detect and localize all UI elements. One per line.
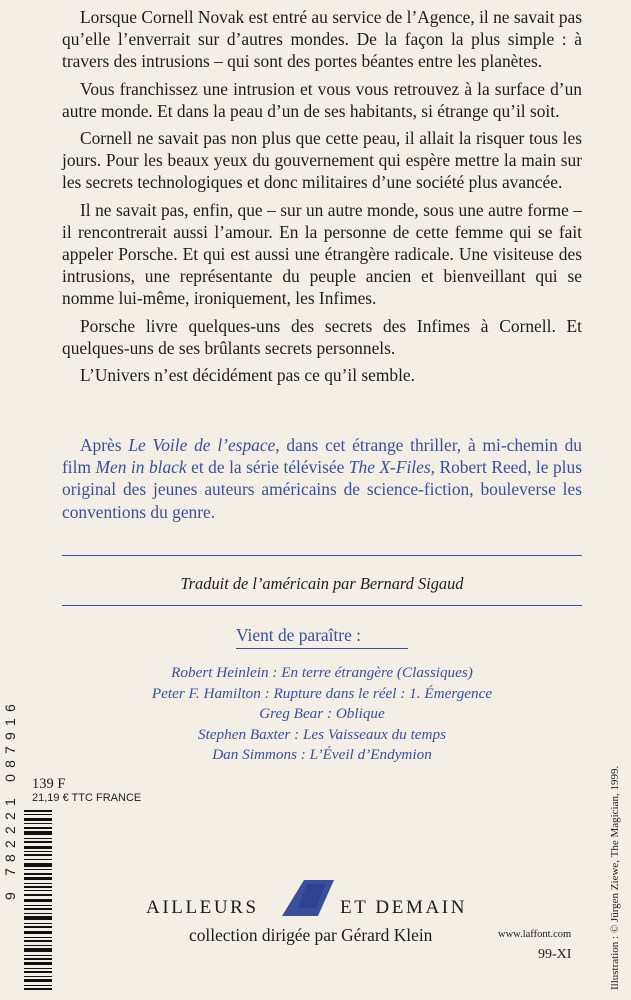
collection-director: collection dirigée par Gérard Klein [189,925,433,945]
list-item: Stephen Baxter : Les Vaisseaux du temps [197,725,446,743]
promo-text: , dans cet étrange thriller, à mi-chemin du film [62,435,582,478]
promo-title-italic: Le Voile de l’espace [128,435,276,455]
list-item: Greg Bear : Oblique [259,705,385,723]
promo-text: Après [80,435,129,455]
blurb-paragraph: Porsche livre quelques-uns des secrets des Infimes à Cornell. Et quelques-uns de ses brûlants secrets personnels. [62,315,582,358]
blurb-paragraph: Il ne savait pas, enfin, que – sur un autre monde, sous une autre forme – il rencontrerait aussi l’amour. En la personne de cette femme qui se fait appeler Porsche. Et qui est aussi une étrangère radicale. Une visiteuse des intrusions, une représentante du peuple ancien et bienveillant qui se nomme lui-même, ironiquement, les Infimes. [62,199,582,309]
divider [62,605,582,606]
back-cover-blurb [62,6,582,391]
price-francs: 139 F [32,776,66,792]
imprint-name-left: AILLEURS [146,897,259,918]
list-item: Robert Heinlein : En terre étrangère (Classiques) [171,664,473,681]
recent-releases-heading: Vient de paraître : [236,625,361,645]
blurb-paragraph: Vous franchissez une intrusion et vous vous retrouvez à la surface d’un autre monde. Et dans la peau d’un de ses habitants, si étrange qu’il soit. [62,78,582,121]
recent-releases-list [62,663,582,766]
divider [62,555,582,556]
imprint-name-right: ET DEMAIN [340,897,468,918]
blurb-paragraph: Cornell ne savait pas non plus que cette peau, il allait la risquer tous les jours. Pour les beaux yeux du gouvernement qui espère mettre la main sur les secrets technologiques et donc militaires d’une société plus avancée. [62,128,582,193]
illustration-credit: Illustration : © Jürgen Ziewe, The Magician, 1999. [609,765,621,990]
promo-text: , Robert Reed, le plus original des jeunes auteurs américains de science-fiction, bouleverse les conventions du genre. [62,457,582,522]
publisher-logo [282,880,334,916]
list-item: Peter F. Hamilton : Rupture dans le réel : 1. Émergence [151,684,493,702]
blurb-paragraph: Lorsque Cornell Novak est entré au service de l’Agence, il ne savait pas qu’elle l’enverrait sur d’autres mondes. De la façon la plus simple : à travers des intrusions – qui sont des portes béantes entre les planètes. [62,7,582,72]
catalog-code: 99-XI [538,947,572,962]
promo-paragraph [62,434,582,523]
translator-credit: Traduit de l’américain par Bernard Sigaud [180,574,464,593]
promo-title-italic: Men in black [95,457,187,478]
list-item: Dan Simmons : L’Éveil d’Endymion [212,746,432,764]
heading-underline [236,648,408,649]
promo-title-italic: The X-Files [348,457,431,478]
blurb-paragraph: L’Univers n’est décidément pas ce qu’il semble. [80,365,415,386]
promo-text: et de la série télévisée [186,457,349,478]
isbn-number: 9 782221 087916 [2,698,18,900]
website: www.laffont.com [498,929,572,940]
price-euros: 21,19 € TTC FRANCE [32,792,142,804]
barcode [24,810,52,990]
